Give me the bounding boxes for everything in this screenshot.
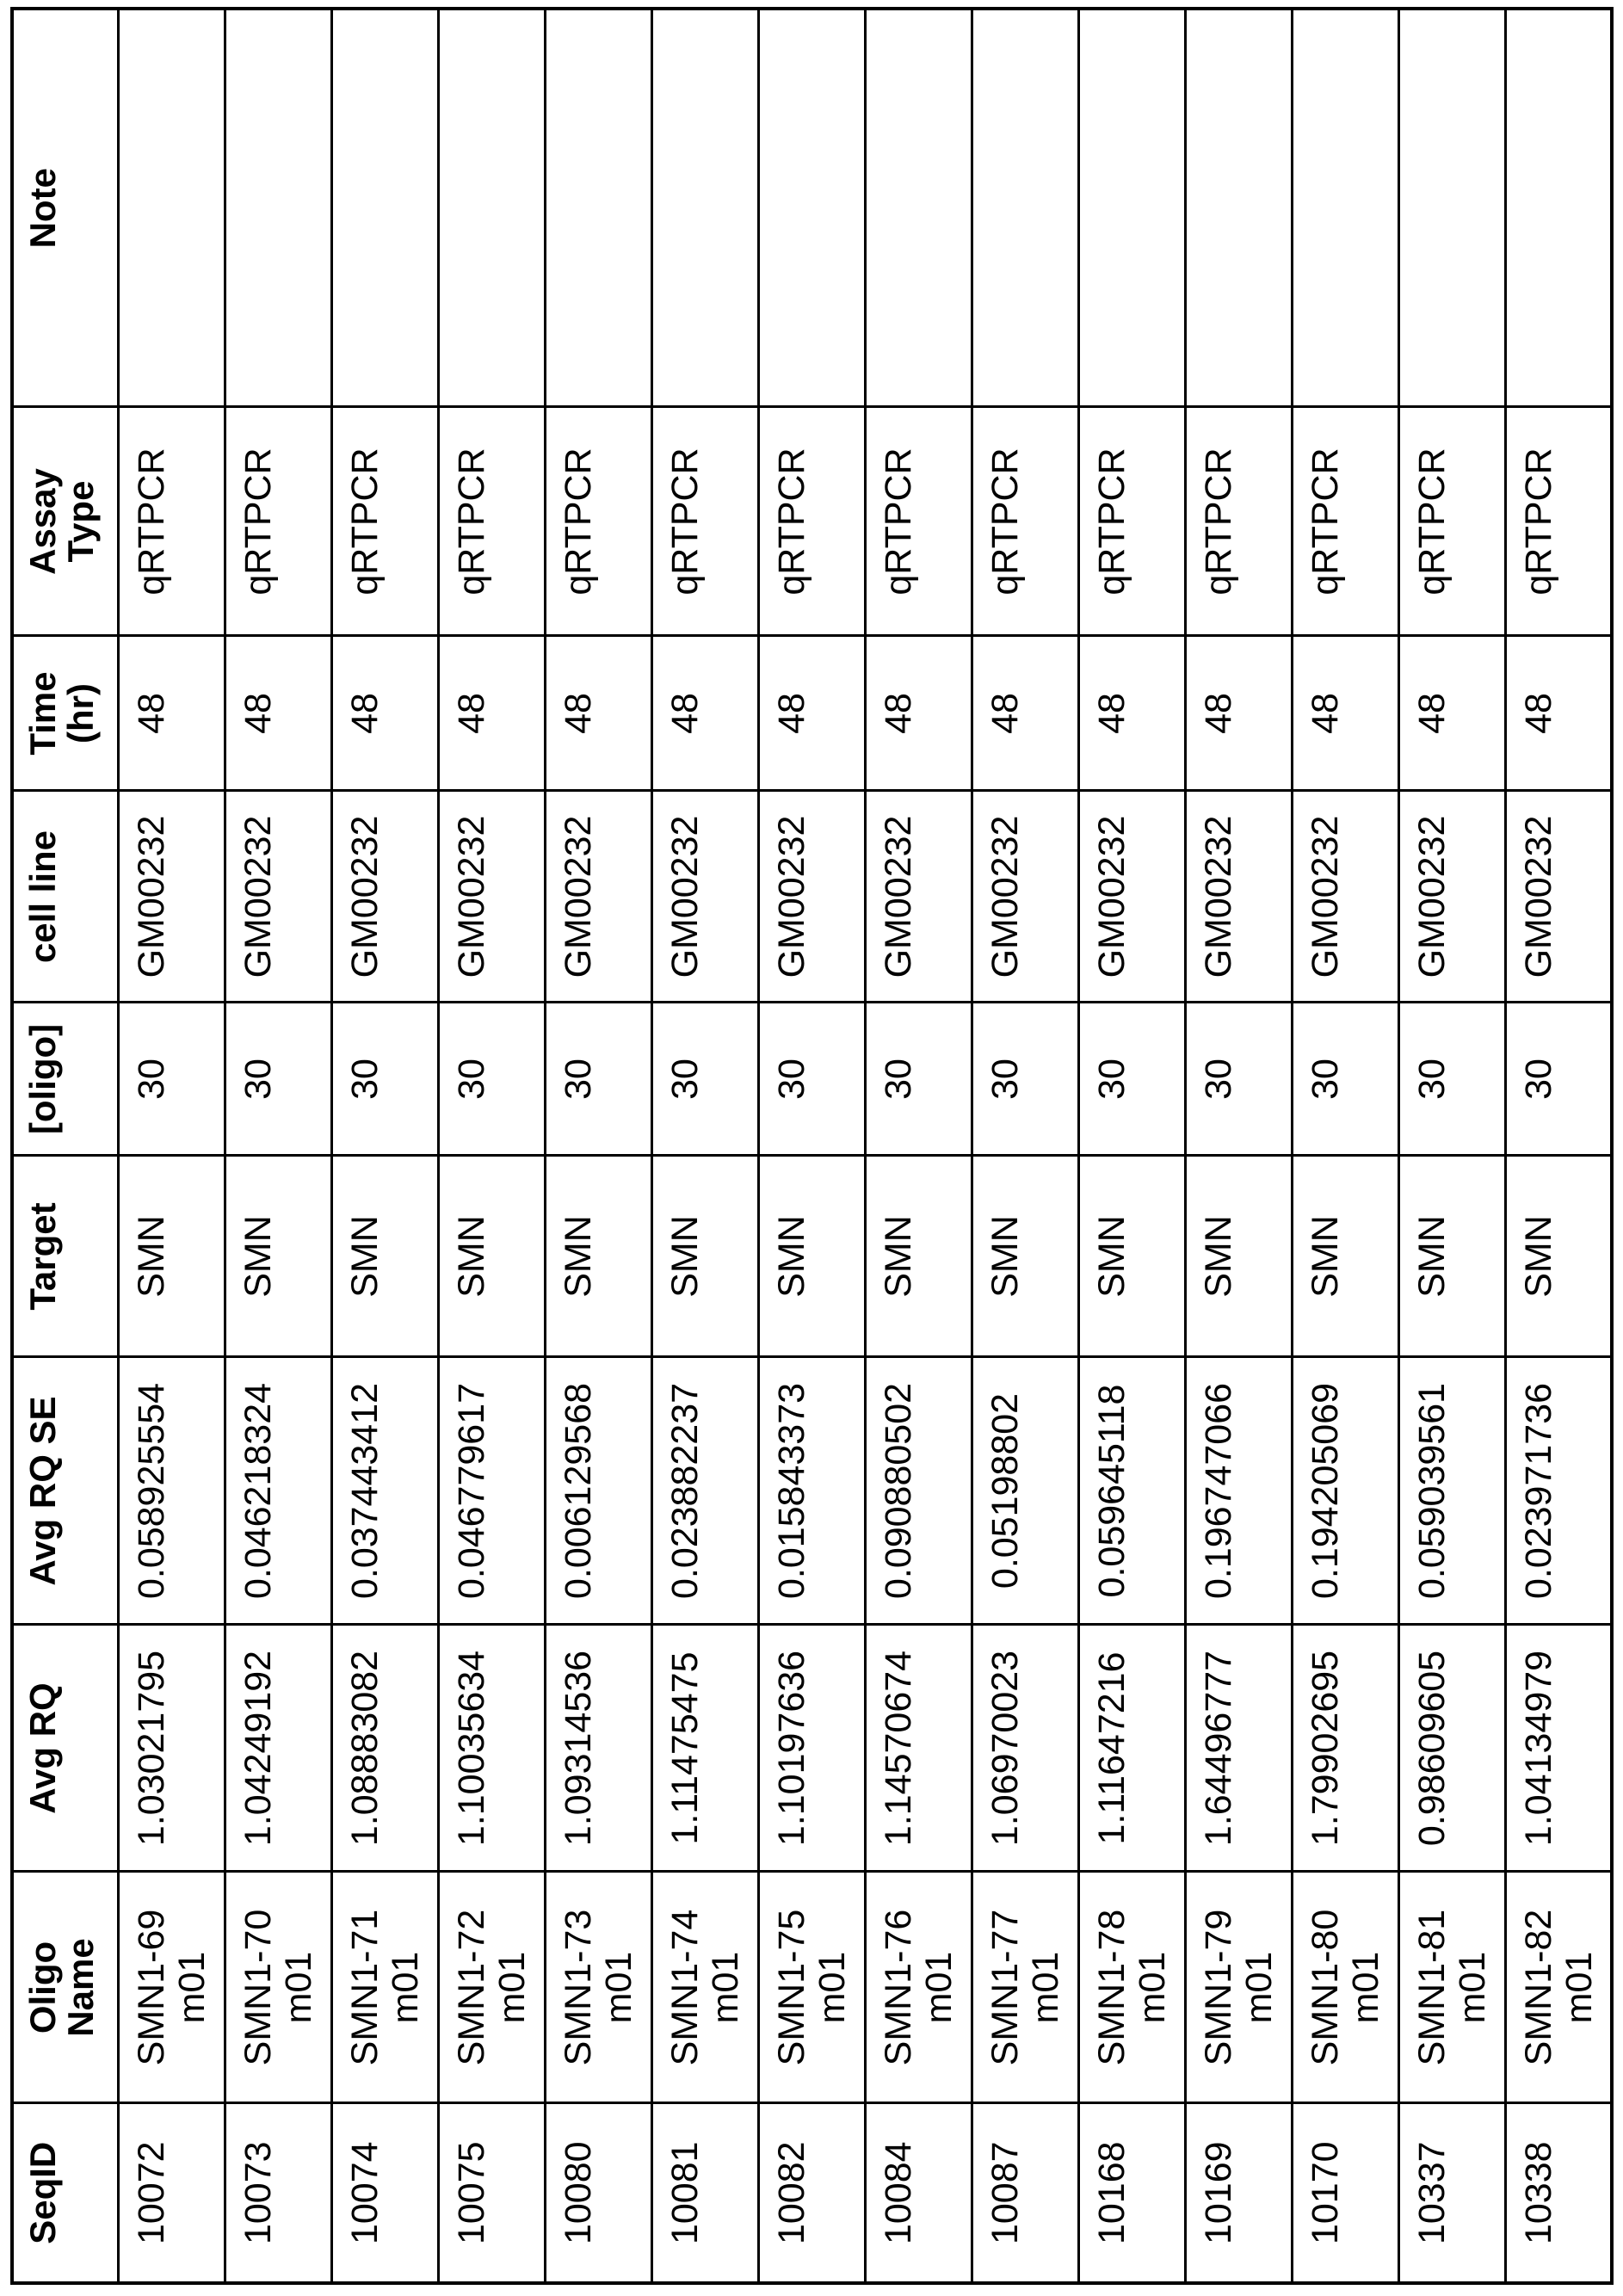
column-header-oligo-conc: [oligo] [12, 1003, 118, 1156]
cell-assay-type: qRTPCR [1078, 407, 1185, 636]
cell-cell-line: GM00232 [651, 791, 758, 1003]
cell-oligo-name: SMN1-69 m01 [118, 1872, 225, 2103]
cell-target: SMN [1078, 1156, 1185, 1357]
cell-assay-type: qRTPCR [1505, 407, 1612, 636]
cell-time-hr: 48 [1292, 636, 1398, 791]
cell-assay-type: qRTPCR [331, 407, 438, 636]
cell-avg-rq-se: 0.037443412 [331, 1357, 438, 1625]
cell-avg-rq: 1.04134979 [1505, 1625, 1612, 1872]
cell-target: SMN [1185, 1156, 1292, 1357]
cell-note [1292, 9, 1398, 407]
cell-note [225, 9, 331, 407]
cell-oligo-conc: 30 [331, 1003, 438, 1156]
cell-time-hr: 48 [1505, 636, 1612, 791]
cell-assay-type: qRTPCR [651, 407, 758, 636]
table-row [438, 9, 545, 2283]
cell-avg-rq: 1.04249192 [225, 1625, 331, 1872]
cell-avg-rq-se: 0.194205069 [1292, 1357, 1398, 1625]
cell-target: SMN [1505, 1156, 1612, 1357]
cell-seqid: 10168 [1078, 2103, 1185, 2283]
column-header-target: Target [12, 1156, 118, 1357]
cell-target: SMN [758, 1156, 865, 1357]
cell-note [758, 9, 865, 407]
cell-assay-type: qRTPCR [545, 407, 651, 636]
cell-seqid: 10074 [331, 2103, 438, 2283]
cell-oligo-conc: 30 [972, 1003, 1078, 1156]
cell-oligo-conc: 30 [651, 1003, 758, 1156]
cell-avg-rq-se: 0.046218324 [225, 1357, 331, 1625]
cell-oligo-conc: 30 [1292, 1003, 1398, 1156]
cell-oligo-name: SMN1-80 m01 [1292, 1872, 1398, 2103]
table-row [1185, 9, 1292, 2283]
cell-oligo-conc: 30 [865, 1003, 972, 1156]
cell-avg-rq: 1.03021795 [118, 1625, 225, 1872]
cell-oligo-conc: 30 [1185, 1003, 1292, 1156]
cell-time-hr: 48 [545, 636, 651, 791]
cell-assay-type: qRTPCR [1398, 407, 1505, 636]
cell-oligo-name: SMN1-70 m01 [225, 1872, 331, 2103]
cell-seqid: 10072 [118, 2103, 225, 2283]
column-header-time-hr: Time (hr) [12, 636, 118, 791]
cell-avg-rq-se: 0.046779617 [438, 1357, 545, 1625]
column-header-cell-line: cell line [12, 791, 118, 1003]
cell-oligo-conc: 30 [118, 1003, 225, 1156]
cell-target: SMN [331, 1156, 438, 1357]
cell-avg-rq-se: 0.006129568 [545, 1357, 651, 1625]
cell-cell-line: GM00232 [1505, 791, 1612, 1003]
cell-avg-rq-se: 0.058925554 [118, 1357, 225, 1625]
cell-seqid: 10337 [1398, 2103, 1505, 2283]
column-header-assay-type: Assay Type [12, 407, 118, 636]
cell-avg-rq: 1.11647216 [1078, 1625, 1185, 1872]
cell-cell-line: GM00232 [865, 791, 972, 1003]
cell-avg-rq: 1.09314536 [545, 1625, 651, 1872]
cell-oligo-conc: 30 [545, 1003, 651, 1156]
cell-cell-line: GM00232 [331, 791, 438, 1003]
cell-avg-rq: 1.14570674 [865, 1625, 972, 1872]
cell-avg-rq: 1.08883082 [331, 1625, 438, 1872]
results-table [10, 7, 1614, 2285]
table-row [1078, 9, 1185, 2283]
cell-target: SMN [225, 1156, 331, 1357]
cell-oligo-conc: 30 [1505, 1003, 1612, 1156]
cell-avg-rq: 1.06970023 [972, 1625, 1078, 1872]
cell-cell-line: GM00232 [1185, 791, 1292, 1003]
table-row [1505, 9, 1612, 2283]
cell-target: SMN [972, 1156, 1078, 1357]
cell-assay-type: qRTPCR [972, 407, 1078, 636]
cell-oligo-name: SMN1-75 m01 [758, 1872, 865, 2103]
table-row [1292, 9, 1398, 2283]
cell-seqid: 10075 [438, 2103, 545, 2283]
cell-oligo-conc: 30 [1078, 1003, 1185, 1156]
cell-oligo-conc: 30 [1398, 1003, 1505, 1156]
table-row [651, 9, 758, 2283]
cell-oligo-name: SMN1-78 m01 [1078, 1872, 1185, 2103]
cell-note [972, 9, 1078, 407]
cell-note [545, 9, 651, 407]
cell-oligo-name: SMN1-77 m01 [972, 1872, 1078, 2103]
cell-avg-rq-se: 0.023882237 [651, 1357, 758, 1625]
table-body [118, 9, 1612, 2283]
rotated-table-container [10, 10, 1614, 2285]
cell-oligo-name: SMN1-81 m01 [1398, 1872, 1505, 2103]
table-row [972, 9, 1078, 2283]
cell-avg-rq-se: 0.090880502 [865, 1357, 972, 1625]
cell-assay-type: qRTPCR [865, 407, 972, 636]
cell-time-hr: 48 [651, 636, 758, 791]
cell-note [118, 9, 225, 407]
cell-assay-type: qRTPCR [758, 407, 865, 636]
cell-seqid: 10170 [1292, 2103, 1398, 2283]
cell-note [1398, 9, 1505, 407]
table-row [545, 9, 651, 2283]
cell-oligo-conc: 30 [438, 1003, 545, 1156]
cell-target: SMN [865, 1156, 972, 1357]
cell-seqid: 10084 [865, 2103, 972, 2283]
cell-avg-rq: 1.64496777 [1185, 1625, 1292, 1872]
cell-avg-rq-se: 0.05198802 [972, 1357, 1078, 1625]
cell-note [331, 9, 438, 407]
cell-time-hr: 48 [758, 636, 865, 791]
cell-oligo-conc: 30 [758, 1003, 865, 1156]
cell-time-hr: 48 [438, 636, 545, 791]
cell-seqid: 10169 [1185, 2103, 1292, 2283]
cell-avg-rq: 1.10197636 [758, 1625, 865, 1872]
cell-note [1078, 9, 1185, 407]
cell-cell-line: GM00232 [438, 791, 545, 1003]
cell-oligo-name: SMN1-82 m01 [1505, 1872, 1612, 2103]
cell-seqid: 10081 [651, 2103, 758, 2283]
cell-time-hr: 48 [865, 636, 972, 791]
table-row [331, 9, 438, 2283]
table-row [758, 9, 865, 2283]
column-header-note: Note [12, 9, 118, 407]
cell-avg-rq-se: 0.015843373 [758, 1357, 865, 1625]
cell-target: SMN [1398, 1156, 1505, 1357]
cell-seqid: 10338 [1505, 2103, 1612, 2283]
cell-oligo-name: SMN1-74 m01 [651, 1872, 758, 2103]
table-row [865, 9, 972, 2283]
table-row [225, 9, 331, 2283]
cell-time-hr: 48 [1078, 636, 1185, 791]
cell-seqid: 10080 [545, 2103, 651, 2283]
cell-cell-line: GM00232 [1292, 791, 1398, 1003]
cell-time-hr: 48 [331, 636, 438, 791]
cell-seqid: 10082 [758, 2103, 865, 2283]
cell-assay-type: qRTPCR [225, 407, 331, 636]
cell-cell-line: GM00232 [1398, 791, 1505, 1003]
cell-oligo-name: SMN1-73 m01 [545, 1872, 651, 2103]
cell-oligo-name: SMN1-76 m01 [865, 1872, 972, 2103]
cell-time-hr: 48 [225, 636, 331, 791]
cell-target: SMN [545, 1156, 651, 1357]
cell-avg-rq-se: 0.196747066 [1185, 1357, 1292, 1625]
cell-avg-rq: 0.98609605 [1398, 1625, 1505, 1872]
cell-note [865, 9, 972, 407]
cell-cell-line: GM00232 [1078, 791, 1185, 1003]
column-header-avg-rq: Avg RQ [12, 1625, 118, 1872]
cell-time-hr: 48 [118, 636, 225, 791]
cell-avg-rq-se: 0.059645118 [1078, 1357, 1185, 1625]
table-row [1398, 9, 1505, 2283]
column-header-avg-rq-se: Avg RQ SE [12, 1357, 118, 1625]
cell-assay-type: qRTPCR [1185, 407, 1292, 636]
column-header-oligo-name: Oligo Name [12, 1872, 118, 2103]
cell-cell-line: GM00232 [545, 791, 651, 1003]
cell-cell-line: GM00232 [225, 791, 331, 1003]
cell-avg-rq-se: 0.059039561 [1398, 1357, 1505, 1625]
cell-avg-rq: 1.11475475 [651, 1625, 758, 1872]
cell-avg-rq: 1.79902695 [1292, 1625, 1398, 1872]
column-header-seqid: SeqID [12, 2103, 118, 2283]
cell-oligo-name: SMN1-79 m01 [1185, 1872, 1292, 2103]
cell-avg-rq: 1.10035634 [438, 1625, 545, 1872]
cell-seqid: 10073 [225, 2103, 331, 2283]
cell-time-hr: 48 [972, 636, 1078, 791]
cell-target: SMN [651, 1156, 758, 1357]
cell-note [1185, 9, 1292, 407]
cell-seqid: 10087 [972, 2103, 1078, 2283]
cell-time-hr: 48 [1185, 636, 1292, 791]
cell-cell-line: GM00232 [972, 791, 1078, 1003]
cell-target: SMN [438, 1156, 545, 1357]
cell-assay-type: qRTPCR [118, 407, 225, 636]
cell-cell-line: GM00232 [758, 791, 865, 1003]
cell-target: SMN [1292, 1156, 1398, 1357]
cell-oligo-name: SMN1-72 m01 [438, 1872, 545, 2103]
cell-cell-line: GM00232 [118, 791, 225, 1003]
cell-oligo-name: SMN1-71 m01 [331, 1872, 438, 2103]
header-row [12, 9, 118, 2283]
cell-oligo-conc: 30 [225, 1003, 331, 1156]
cell-time-hr: 48 [1398, 636, 1505, 791]
cell-note [1505, 9, 1612, 407]
table-row [118, 9, 225, 2283]
cell-avg-rq-se: 0.023971736 [1505, 1357, 1612, 1625]
cell-note [651, 9, 758, 407]
cell-assay-type: qRTPCR [438, 407, 545, 636]
cell-target: SMN [118, 1156, 225, 1357]
cell-assay-type: qRTPCR [1292, 407, 1398, 636]
cell-note [438, 9, 545, 407]
